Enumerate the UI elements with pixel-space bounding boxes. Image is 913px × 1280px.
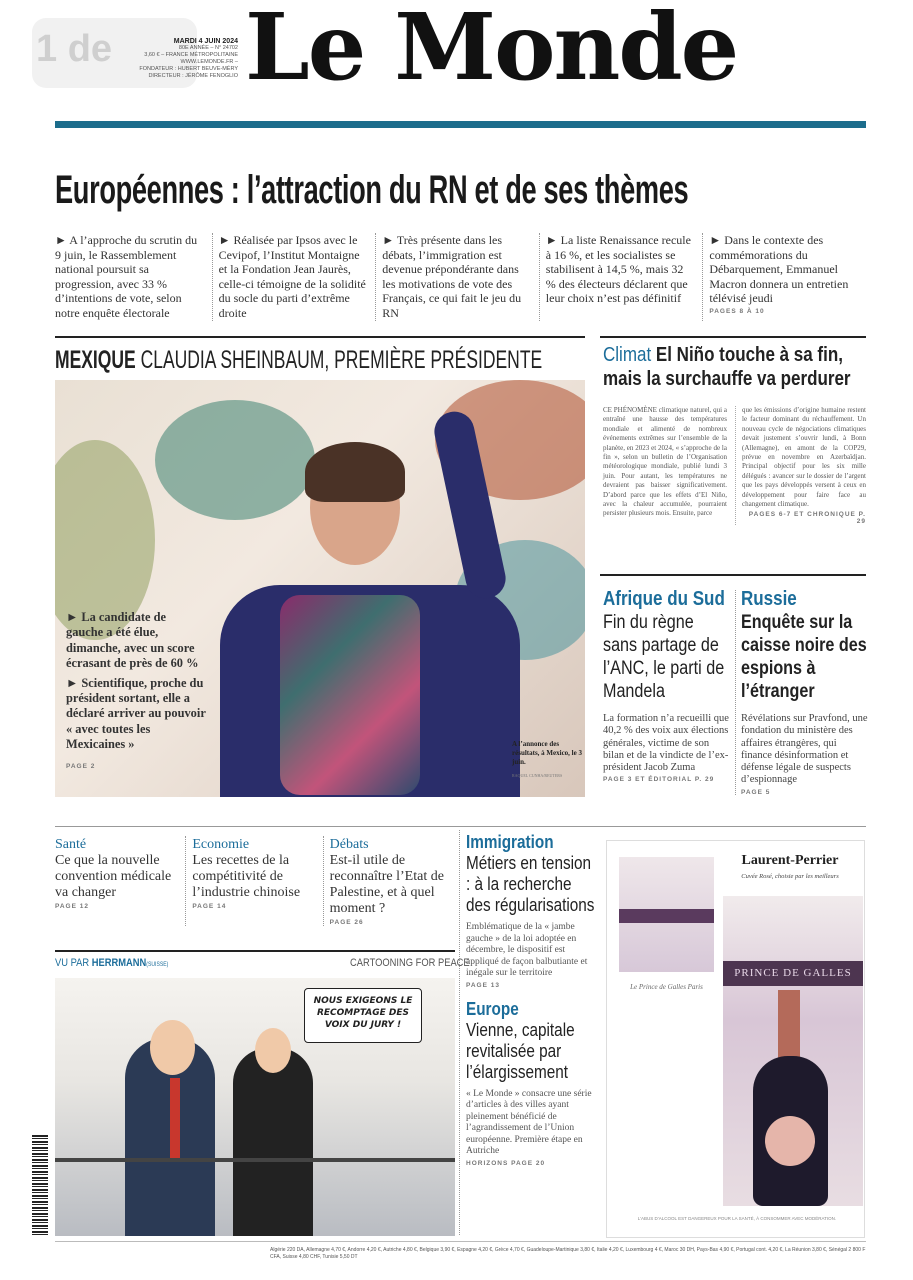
lead-bullets (55, 233, 866, 321)
mexique-bullets: ► La candidate de gauche a été élue, dimanche, avec un score écrasant de près de 60 % ► Scientifique, proche du président sortant, elle a déclaré arriver au pouvoir « avec toutes les Mexicaines » PAGE 2 (66, 610, 206, 770)
divider (600, 336, 866, 338)
laurent-perrier-ad[interactable]: Le Prince de Galles Paris Laurent-Perrier Cuvée Rosé, choisie par les meilleurs PRINCE DE GALLES L’ABUS D’ALCOOL EST DANGEREUX POUR LA SANTÉ, À CONSOMMER AVEC MODÉRATION. (606, 840, 865, 1238)
brief-debats[interactable]: Débats Est-il utile de reconnaître l’Etat de Palestine, et à quel moment ? PAGE 26 (323, 836, 460, 926)
masthead-rule (55, 121, 866, 128)
lead-bullet: ► Très présente dans les débats, l’immigration est devenue prépondérante dans les motivations de vote des Français, ce qui fait le jeu du RN (375, 233, 539, 321)
masthead-logo: Le Monde (245, 0, 738, 101)
lead-headline[interactable]: Européennes : l’attraction du RN et de ses thèmes (55, 168, 689, 212)
cartoon-partner: CARTOONING FOR PEACE (350, 957, 470, 969)
divider (735, 590, 736, 795)
lead-bullet: ► La liste Renaissance recule à 16 %, et les socialistes se stabilisent à 14,5 %, mais 32 % des électeurs déclarent que leur choix n’est pas définitif (539, 233, 703, 321)
europe-article[interactable]: Europe Vienne, capitale revitalisée par l’élargissement « Le Monde » consacre une série d’articles à des villes ayant pleinement bénéficié de l’agrandissement de l’Union européenne. Première étape en Autriche HORIZONS PAGE 20 (466, 998, 592, 1167)
barcode (32, 1135, 48, 1235)
lead-bullet: ► A l’approche du scrutin du 9 juin, le Rassemblement national poursuit sa progression, avec 33 % d’intentions de vote, selon notre enquête électorale (55, 233, 198, 320)
brief-economie[interactable]: Economie Les recettes de la compétitivité de l’industrie chinoise PAGE 14 (185, 836, 322, 926)
lead-bullet: ► Dans le contexte des commémorations du Débarquement, Emmanuel Macron donnera un entretien télévisé jeudi PAGES 8 À 10 (702, 233, 866, 321)
cartoon-speech-bubble: NOUS EXIGEONS LE RECOMPTAGE DES VOIX DU JURY ! (304, 988, 422, 1043)
divider (600, 574, 866, 576)
immigration-article[interactable]: Immigration Métiers en tension : à la recherche des régularisations Emblématique de la « jambe gauche » de la loi adoptée en décembre, le dispositif est appliqué de façon balbutiante et inégale sur le territoire PAGE 13 (466, 832, 595, 989)
briefs (55, 836, 460, 926)
edition-info: MARDI 4 JUIN 2024 80E ANNÉE – N° 24702 3,60 € – FRANCE MÉTROPOLITAINE WWW.LEMONDE.FR – FONDATEUR : HUBERT BEUVE-MÉRY DIRECTEUR : JÉRÔME FENOGLIO (139, 38, 238, 79)
russie-article[interactable]: Russie Enquête sur la caisse noire des espions à l’étranger Révélations sur Pravfond, une fondation du ministère des affaires étrangères, qui finance désinformation et défense légale de suspects d’espionnage PAGE 5 (741, 588, 868, 796)
right-column-articles (466, 832, 598, 1167)
afrique-article[interactable]: Afrique du Sud Fin du règne sans partage de l’ANC, le parti de Mandela La formation n’a recueilli que 40,2 % des voix aux élections générales, victime de son bilan et de la vindicte de l’ex-président Jacob Zuma PAGE 3 ET ÉDITORIAL P. 29 (603, 588, 729, 784)
divider (459, 830, 460, 1235)
cartoon-credit: VU PAR HERRMANN(SUISSE) (55, 957, 169, 969)
brief-sante[interactable]: Santé Ce que la nouvelle convention médicale va changer PAGE 12 (55, 837, 172, 910)
page-badge: 1 de (32, 18, 197, 88)
foreign-prices: Algérie 220 DA, Allemagne 4,70 €, Andorre 4,20 €, Autriche 4,80 €, Belgique 3,90 €, Espagne 4,20 €, Grèce 4,70 €, Guadeloupe-Martinique 3,80 €, Italie 4,20 €, Luxembourg 4 €, Maroc 30 DH, Pays-Bas 4,90 €, Portugal cont. 4,20 €, La Réunion 3,80 €, Sénégal 2 800 F CFA, Suisse 4,80 CHF, Tunisie 5,50 DT (270, 1247, 866, 1260)
climat-body: CE PHÉNOMÈNE climatique naturel, qui a entraîné une hausse des températures mondiale et alimenté de nombreux événements extrêmes sur l’ensemble de la planète, en 2023 et 2024, « s’approche de la fin », selon un bulletin de l’Organisation météorologique mondiale, publié lundi 3 juin. Pour autant, les températures ne devraient pas baisser significativement. D’abord parce que les effets d’El Niño, avec la chaleur accumulée, pourraient persister plusieurs mois. Ensuite, parce que les émissions d’origine humaine restent le facteur dominant du réchauffement. Un nouveau cycle de négociations climatiques devait justement s’ouvrir lundi, à Bonn (Allemagne), en amont de la COP29, prévue en novembre en Azerbaïdjan. Principal objectif pour les six mille délégués : avancer sur le dossier de l’argent que les pays développés versent à ceux en développement pour faire face au changement climatique. PAGES 6-7 ET CHRONIQUE P. 29 (603, 406, 866, 526)
mexique-headline[interactable]: MEXIQUE CLAUDIA SHEINBAUM, PREMIÈRE PRÉSIDENTE (55, 346, 543, 374)
lead-bullet: ► Réalisée par Ipsos avec le Cevipof, l’Institut Montaigne et la Fondation Jean Jaurès, celle-ci témoigne de la solidité du socle du parti d’extrême droite (212, 233, 376, 321)
divider (55, 336, 585, 338)
page-ref: PAGES 8 À 10 (709, 307, 765, 315)
hotel-sign: PRINCE DE GALLES (723, 961, 863, 986)
hotel-illustration (619, 857, 714, 972)
divider (55, 950, 455, 952)
divider (55, 826, 866, 827)
photo-caption: A l’annonce des résultats, à Mexico, le 3 juin. RAQUEL CUNHA/REUTERS (512, 740, 582, 778)
divider (55, 1241, 866, 1242)
climat-headline[interactable]: Climat El Niño touche à sa fin, mais la surchauffe va perdurer (603, 344, 851, 390)
bottle-label (765, 1116, 815, 1166)
ad-illustration (723, 896, 863, 1206)
